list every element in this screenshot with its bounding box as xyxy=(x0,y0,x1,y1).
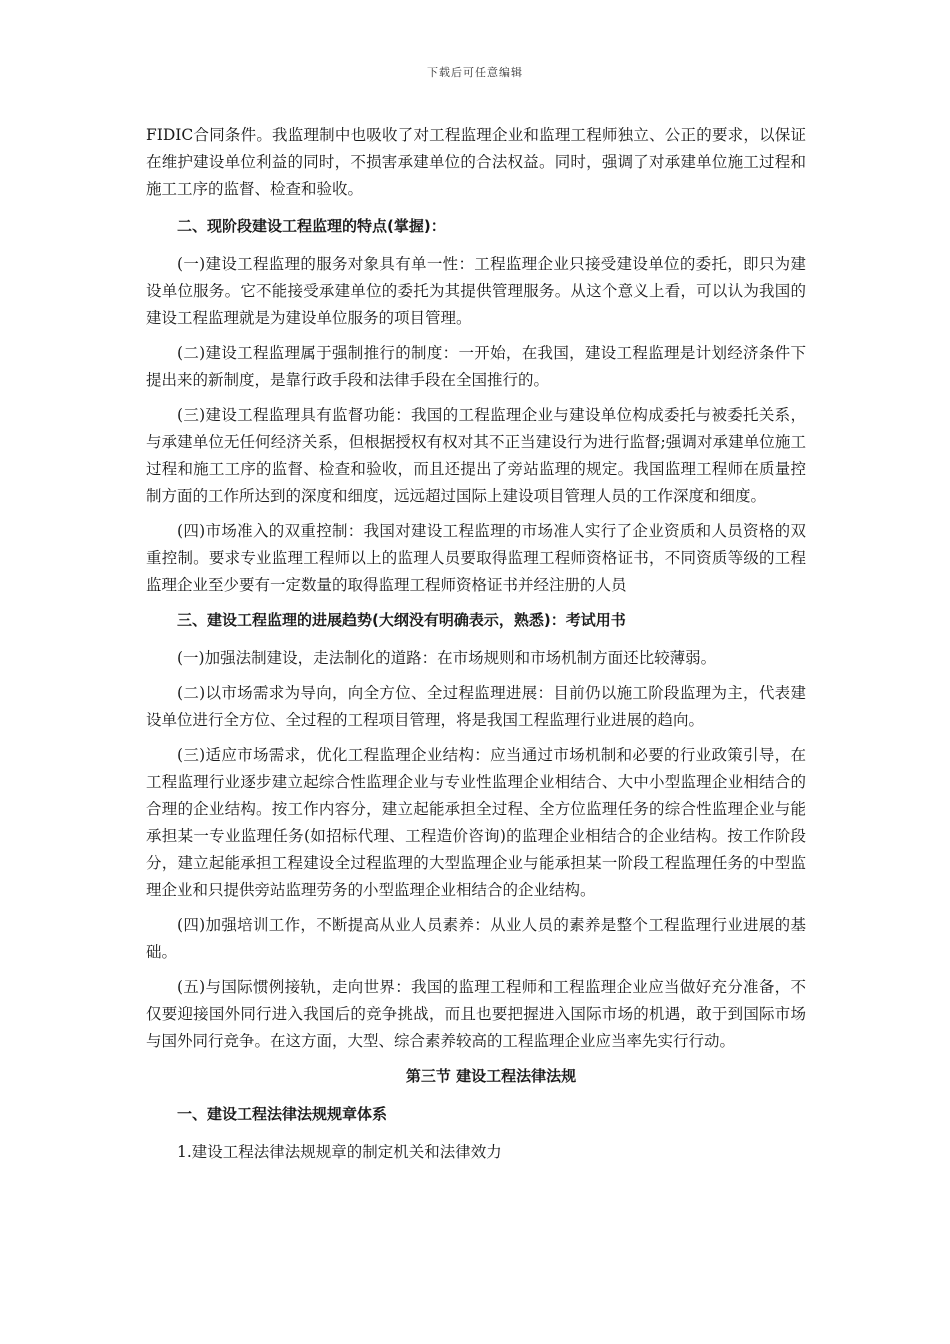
paragraph-enterprise-structure: (三)适应市场需求，优化工程监理企业结构：应当通过市场机制和必要的行业政策引导，在工程监理行业逐步建立起综合性监理企业与专业性监理企业相结合、大中小型监理企业相结合的合理的企业结构。按工作内容分，建立起能承担全过程、全方位监理任务的综合性监理企业与能承担某一专业监理任务(如招标代理、工程造价咨询)的监理企业相结合的企业结构。按工作阶段分，建立起能承担工程建设全过程监理的大型监理企业与能承担某一阶段工程监理任务的中型监理企业和只提供旁站监理劳务的小型监理企业相结合的企业结构。 xyxy=(146,746,806,899)
section-heading-law-system: 一、建设工程法律法规规章体系 xyxy=(177,1105,388,1123)
document-body xyxy=(146,122,806,1174)
paragraph-market-demand: (二)以市场需求为导向，向全方位、全过程监理进展：目前仍以施工阶段监理为主，代表建设单位进行全方位、全过程的工程项目管理，将是我国工程监理行业进展的趋向。 xyxy=(146,684,806,729)
paragraph-international: (五)与国际惯例接轨，走向世界：我国的监理工程师和工程监理企业应当做好充分准备，不仅要迎接国外同行进入我国后的竞争挑战，而且也要把握进入国际市场的机遇，敢于到国际市场与国外同行竞争。在这方面，大型、综合素养较高的工程监理企业应当率先实行行动。 xyxy=(146,978,806,1050)
paragraph-legal-construction: (一)加强法制建设，走法制化的道路：在市场规则和市场机制方面还比较薄弱。 xyxy=(177,649,717,667)
section-heading-trends: 三、建设工程监理的进展趋势(大纲没有明确表示，熟悉)：考试用书 xyxy=(177,611,626,629)
paragraph-market-access: (四)市场准入的双重控制：我国对建设工程监理的市场准人实行了企业资质和人员资格的双重控制。要求专业监理工程师以上的监理人员要取得监理工程师资格证书，不同资质等级的工程监理企业至少要有一定数量的取得监理工程师资格证书并经注册的人员 xyxy=(146,522,806,594)
paragraph-mandatory-system: (二)建设工程监理属于强制推行的制度：一开始，在我国，建设工程监理是计划经济条件下提出来的新制度，是靠行政手段和法律手段在全国推行的。 xyxy=(146,344,806,389)
section-heading-characteristics: 二、现阶段建设工程监理的特点(掌握)： xyxy=(177,217,446,235)
page-header: 下载后可任意编辑 xyxy=(427,66,523,79)
paragraph-training: (四)加强培训工作，不断提高从业人员素养：从业人员的素养是整个工程监理行业进展的基础。 xyxy=(146,916,806,961)
paragraph-supervision-function: (三)建设工程监理具有监督功能：我国的工程监理企业与建设单位构成委托与被委托关系，与承建单位无任何经济关系，但根据授权有权对其不正当建设行为进行监督;强调对承建单位施工过程和施工工序的监督、检查和验收，而且还提出了旁站监理的规定。我国监理工程师在质量控制方面的工作所达到的深度和细度，远远超过国际上建设项目管理人员的工作深度和细度。 xyxy=(146,406,806,505)
paragraph-fidic: FIDIC合同条件。我监理制中也吸收了对工程监理企业和监理工程师独立、公正的要求，以保证在维护建设单位利益的同时，不损害承建单位的合法权益。同时，强调了对承建单位施工过程和施工工序的监督、检查和验收。 xyxy=(146,126,806,198)
paragraph-law-authority: 1.建设工程法律法规规章的制定机关和法律效力 xyxy=(177,1143,502,1161)
paragraph-single-service: (一)建设工程监理的服务对象具有单一性：工程监理企业只接受建设单位的委托，即只为建设单位服务。它不能接受承建单位的委托为其提供管理服务。从这个意义上看，可以认为我国的建设工程监理就是为建设单位服务的项目管理。 xyxy=(146,255,806,327)
chapter-heading-laws: 第三节 建设工程法律法规 xyxy=(405,1067,577,1085)
